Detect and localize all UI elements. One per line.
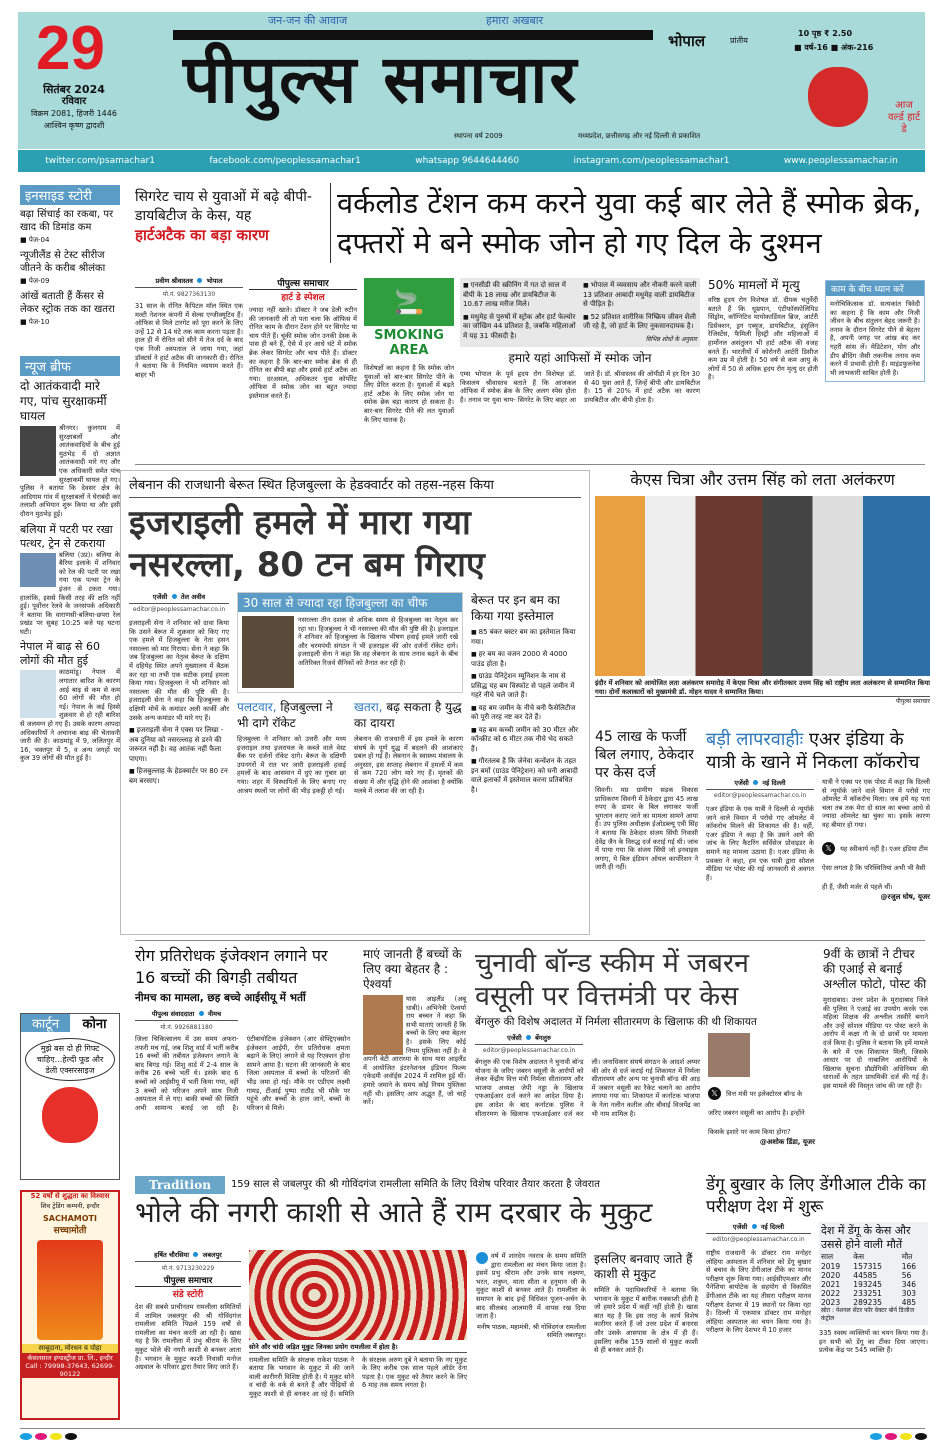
sachamoti-ad[interactable] bbox=[20, 1190, 120, 1420]
table-row bbox=[821, 1289, 926, 1298]
news-brief bbox=[20, 356, 120, 763]
crown-body: देश की सबसे प्राचीनतम रामलीला समितियों में शामिल जबलपुर की श्री गोविंदगंज रामलीला समिति पिछले 159 वर्षों से रामलीला का मंचन करती आ रही है। खास यह है कि रामलीला में प्रभु श्रीराम के लिए मुकुट भोले की नगरी काशी से बनकर आता है। भगवान के मुकुट काशी निवासी मनोज अग्रवाल के परिवार द्वारा तैयार किए जाते हैं। bbox=[135, 1303, 241, 1372]
table-cell: मौत bbox=[901, 1252, 913, 1261]
tithi: आश्विन कृष्ण द्वादशी bbox=[43, 121, 105, 130]
smoke-headline: वर्कलोड टेंशन कम करने युवा कई बार लेते हैं स्मोक ब्रेक, दफ्तरों मे बने स्मोक जोन हो गए दिल के दुश्मन bbox=[330, 183, 925, 263]
dengue-columns bbox=[706, 1222, 928, 1355]
train-image bbox=[20, 553, 56, 587]
crown-headline: भोले की नगरी काशी से आते हैं राम दरबार के मुकुट bbox=[135, 1196, 653, 1229]
email: editor@peoplessamachar.co.in bbox=[132, 606, 226, 613]
retaliation-body: हिजबुल्ला ने शनिवार को उत्तरी और मध्य इजराइल तथा इजरायल के कब्जे वाले वेस्ट बैंक पर दर्जनों रॉकेट दागे। बेरूत के दक्षिणी उपनगरों में रात भर जारी इजराइली हवाई हमलों के बाद आसमान में धुएं का गुबार छा गया। शहर में विस्थापितों के लिए बनाए गए आश्रय स्थलों पर लोगों की भीड़ इकट्ठी हो गई। bbox=[237, 735, 346, 795]
byline-name: हर्षित चौरसिया bbox=[154, 1251, 190, 1259]
bond-sub: बेंगलुरु की विशेष अदालत में निर्मला सीतारमण के खिलाफ की थी शिकायत bbox=[475, 1016, 757, 1028]
inside-item-text: न्यूजीलैंड से टेस्ट सीरीज जीतने के करीब श्रीलंका bbox=[20, 250, 106, 274]
lata-headline: केएस चित्रा और उत्तम सिंह को लता अलंकरण bbox=[630, 470, 895, 489]
edition: प्रांतीय bbox=[730, 36, 748, 45]
price: 10 पृष्ठ ₹ 2.50 bbox=[798, 29, 853, 38]
war-body: लेबनान की राजधानी में इस हमले के कारण संघर्ष के पूर्ण युद्ध में बदलने की आशंकाएं प्रबल हो गई हैं। लेबनान के स्वास्थ्य मंत्रालय के अनुसार, इस सप्ताह लेबनान में हमलों में कम से कम 720 लोग मारे गए हैं। मृतकों की संख्या में और वृद्धि होने की आशंका है क्योंकि मलबे में तलाश की जा रही है। bbox=[354, 735, 463, 795]
fact: ■ मधुमेह से पुरुषों में स्ट्रोक और हार्ट फेल्योर का जोखिम 44 प्रतिशत है, जबकि महिलाओं में यह 31 फीसदी है। bbox=[463, 313, 577, 342]
decorative-mark bbox=[20, 1433, 32, 1440]
table-cell: केस bbox=[853, 1252, 865, 1261]
israel-col-3 bbox=[471, 592, 581, 798]
email: editor@peoplessamachar.co.in bbox=[712, 1236, 805, 1243]
tweet bbox=[822, 836, 930, 902]
dot-icon bbox=[199, 1011, 204, 1016]
bond-headline: चुनावी बॉन्ड स्कीम में जबरन वसूली पर वित्तमंत्री पर केस bbox=[475, 948, 749, 1012]
bomb-fact: ■ गौरतलब है कि जेनेवा कन्वेंशन के तहत इन बमों (ग्राउंड पेनिट्रेशन) को घनी आबादी वाले इलाकों में इस्तेमाल करना प्रतिबंधित है। bbox=[471, 757, 581, 795]
logo-text: पीपुल्स समाचार bbox=[135, 1275, 241, 1287]
decorative-mark bbox=[900, 1433, 912, 1440]
table-cell: साल bbox=[821, 1252, 834, 1261]
fake-bill-block bbox=[595, 728, 698, 872]
published: मध्यप्रदेश, छत्तीसगढ़ और नई दिल्ली से प्रकाशित bbox=[578, 132, 701, 140]
inside-story bbox=[20, 185, 120, 329]
decorative-mark bbox=[50, 1433, 62, 1440]
smoking-area-sign bbox=[364, 278, 454, 424]
dateline: नई दिल्ली bbox=[762, 779, 786, 787]
crown-subhead: इसलिए बनवाए जाते हैं काशी से मुकुट bbox=[594, 1252, 693, 1281]
table-title: देश में डेंगू के केस और उससे होने वाली मौतें bbox=[821, 1224, 911, 1251]
registration-marks bbox=[20, 1433, 77, 1440]
dengue-col bbox=[819, 1222, 928, 1355]
heart-illustration-icon bbox=[808, 67, 868, 127]
smoke-kicker: सिगरेट चाय से युवाओं में बढ़े बीपी-डायबिटीज के केस, यह bbox=[135, 189, 312, 224]
divider bbox=[135, 464, 925, 465]
crown-quote bbox=[476, 1252, 586, 1340]
speech-bubble: मुझे बस दो ही गिफ्ट चाहिए...हेल्दी फूड और डेली एक्सरसाइज bbox=[25, 1038, 115, 1081]
byline bbox=[475, 1033, 583, 1045]
militant-image bbox=[20, 426, 56, 476]
table-cell: 2020 bbox=[821, 1271, 841, 1280]
ai-photo-headline: 9वीं के छात्रों ने टीचर की एआई से बनाई अश्लील फोटो, पोस्ट की bbox=[823, 947, 927, 991]
news-brief-title: न्यूज ब्रीफ bbox=[20, 356, 120, 376]
brief-body: श्रीनगर। कुलगाम में सुरक्षाबलों और आतंकवादियों के बीच हुई मुठभेड़ में दो अज्ञात आतंकवादी मारे गए और एक अधिकारी समेत पांच सुरक्षाकर्मी घायल हो गए। पुलिस ने बताया कि देवसर क्षेत्र के आदिगाम गांव में सुरक्षाबलों ने घेराबंदी कर तलाशी अभियान शुरू किया था और इसी दौरान मुठभेड़ हुई। bbox=[20, 424, 120, 518]
byline bbox=[135, 1009, 238, 1021]
table-cell: 233251 bbox=[853, 1289, 882, 1298]
israel-story bbox=[120, 470, 590, 935]
weekday: रविवार bbox=[61, 96, 87, 107]
inside-item-text: बढ़ा सिंचाई का रकबा, पर खाद की डिमांड कम bbox=[20, 209, 114, 233]
founded: स्थापना वर्ष 2009 bbox=[454, 132, 503, 140]
dengue-body: राष्ट्रीय राजधानी के डॉक्टर राम मनोहर लोहिया अस्पताल में शनिवार को डेंगू बुखार से बचाव के लिए डेंगीआल टीके का मानव परीक्षण शुरू किया गया। आईसीएमआर और पैनेशिया बायोटेक के सहयोग से विकसित डेंगीआल टीके का यह तीसरा परीक्षण मानव परीक्षण देशभर में 19 स्थानों पर किया रहा है। दिल्ली में एकमात्र डॉक्टर राम मनोहर लोहिया अस्पताल का चयन किया गया है। परीक्षण के लिए देशभर में 10 हजार bbox=[706, 1249, 811, 1335]
dot-icon bbox=[526, 1035, 531, 1040]
bomb-fact: ■ ग्राउंड पेनिट्रेशन म्यूनिशन के नाम से प्रसिद्ध यह बम विस्फोट से पहले जमीन में गहरे नीचे चले जाते हैं। bbox=[471, 672, 581, 701]
inside-story-title: इनसाइड स्टोरी bbox=[20, 185, 120, 205]
retaliation-text: हिजबुल्ला ने भी दागे रॉकेट bbox=[237, 700, 333, 730]
tagline-left: जन-जन की आवाज bbox=[268, 14, 348, 27]
table-cell: 157315 bbox=[853, 1262, 882, 1271]
smoke-main-columns bbox=[135, 276, 357, 401]
instagram-link[interactable]: instagram.com/peoplessamachar1 bbox=[573, 156, 730, 166]
airindia-body-2: यात्री ने एक्स पर एक पोस्ट में कहा कि दिल्ली से न्यूयॉर्क जाने वाले विमान में परोसे गए ऑमलेट में कॉकरोच मिला। जब हमें यह पता चला तब तक मेरा दो साल का बच्चा आधे से ज्यादा ऑमलेट खा चुका था। इसके कारण वह बीमार हो गया। bbox=[822, 778, 930, 829]
war-text: बढ़ सकता है युद्ध का दायरा bbox=[354, 700, 462, 730]
tweet-author: @अशोक डिंडा, यूजर bbox=[759, 1138, 815, 1146]
bond-block bbox=[475, 947, 815, 1147]
israel-kicker: लेबनान की राजधानी बेरूत स्थित हिजबुल्ला के हेडक्वार्टर को तहस-नहस किया bbox=[129, 477, 581, 498]
dateline: नीमच bbox=[207, 1010, 222, 1018]
cigarette-icon: 🚬 bbox=[364, 278, 454, 326]
table-cell: 2021 bbox=[821, 1280, 841, 1289]
death-subhead: 50% मामलों में मृत्यु bbox=[708, 278, 800, 292]
ad-company: शिव ट्रेडिंग कम्पनी, इन्दौर bbox=[40, 1202, 100, 1210]
table bbox=[821, 1252, 926, 1307]
tweet-text: वित्त मंत्री पर इलेक्टोरल बॉन्ड के जरिए जबरन वसूली का आरोप है। इन्होंने किसके इशारे पर काम किया होगा? bbox=[708, 1090, 805, 1136]
masthead bbox=[18, 12, 925, 149]
airindia-col bbox=[706, 778, 814, 902]
mobile-number: मो.नं. 9926881180 bbox=[160, 1024, 213, 1031]
divider bbox=[135, 940, 925, 941]
byline-name: एजेंसी bbox=[732, 1223, 748, 1231]
crown-kicker: 159 साल से जबलपुर की श्री गोविंदगंज रामलीला समिति के लिए विशेष परिवार तैयार करता है जेवरात bbox=[230, 1179, 600, 1190]
table-cell: 193245 bbox=[853, 1280, 882, 1289]
table-cell: 2022 bbox=[821, 1289, 841, 1298]
bomb-fact: ■ 85 बंकर बस्टर बम का इस्तेमाल किया गया। bbox=[471, 628, 581, 647]
decorative-mark bbox=[870, 1433, 882, 1440]
war-red: खतरा, bbox=[354, 700, 383, 714]
israel-bullet: ■ हिजबुल्लाह के हेडक्वार्टर पर 80 टन बम बरसाए। bbox=[129, 767, 229, 786]
bond-columns bbox=[475, 1033, 815, 1147]
table-cell: 44585 bbox=[853, 1271, 878, 1280]
logo-subtext: संडे स्टोरी bbox=[172, 1290, 204, 1300]
ad-brand-hi: सच्चामोती bbox=[53, 1226, 87, 1236]
table-source: स्रोत : नेशनल सेंटर फॉर वेक्टर बोर्न डिजीज कंट्रोल bbox=[821, 1307, 915, 1322]
israel-bullet: ■ इजराइली सेना ने एक्स पर लिखा - अब दुनिया को नसरल्लाह से डरने की जरूरत नहीं है। वह आतंक नहीं फैला पाएगा। bbox=[129, 726, 229, 764]
bond-byline-block bbox=[475, 1033, 583, 1054]
decorative-mark bbox=[821, 1252, 926, 1307]
crown-col-1 bbox=[135, 1250, 241, 1372]
table-row bbox=[821, 1298, 926, 1307]
tradition-tag: Tradition bbox=[135, 1176, 225, 1194]
tagline-right: हमारा अखबार bbox=[486, 14, 544, 27]
crown-kicker-row bbox=[135, 1176, 700, 1194]
airindia-headline bbox=[706, 728, 930, 774]
facts-col bbox=[583, 281, 697, 344]
crown-body-2: रामलीला समिति के संरक्षक राकेश पाठक ने बताया कि भगवान के मुकुट में की जाने वाली कारीगरी विशिष्ट होती है। ये मुकुट सोने व चांदी के वर्क से बनते हैं और पीढ़ियों से मुकुट काशी से ही बनकर आ रहे हैं। समिति के संरक्षक अरुण दुबे ने बताया कि नए मुकुट के लिए करीब एक साल पहले ऑर्डर देना पड़ता है। एक मुकुट को तैयार करने के लिए 6 माह तक समय लगता है। bbox=[249, 1355, 467, 1398]
retaliation-subhead bbox=[237, 699, 346, 731]
israel-col-1 bbox=[129, 592, 229, 798]
facts-source: विभिन्न शोधों के अनुसार bbox=[645, 335, 697, 343]
injection-block bbox=[135, 945, 350, 1112]
injection-headline: रोग प्रतिरोधक इंजेक्शन लगाने पर 16 बच्चों की बिगड़ी तबीयत bbox=[135, 946, 328, 987]
dot-icon bbox=[172, 594, 177, 599]
crown-photo bbox=[249, 1250, 467, 1340]
product-pack-image bbox=[37, 1240, 103, 1340]
byline bbox=[135, 1250, 241, 1262]
ad-manufacturer: कॅसलसाल इण्डस्ट्रीज प्रा. लि., इन्दौर bbox=[22, 1353, 118, 1362]
aishwarya-headline: माएं जानती हैं बच्चों के लिए क्या बेहतर है : ऐश्वर्या bbox=[363, 947, 462, 991]
crown-col-2 bbox=[249, 1250, 467, 1398]
ad-products: साबूदाना, मोरधन व पोहा bbox=[22, 1344, 118, 1353]
x-logo-icon: 𝕏 bbox=[708, 1087, 721, 1100]
sign-text: SMOKING AREA bbox=[374, 328, 444, 358]
quote-text: वर्ष में शारदेय नवरात्र के समय समिति द्वारा रामलीला का मंचन किया जाता है। इसमें प्रभु श्रीराम और उनके साथ लक्ष्मण, भरत, शत्रुघ्न, माता सीता व हनुमान जी के मुकुट काशी से बनकर आते हैं। रामलीला के समापन के बाद इन्हें विधिवत पूजन-अर्चन के बाद सीलबंद आलमारी में वापस रख दिया जाता है। bbox=[476, 1252, 586, 1321]
byline-name: पीपुल्स संवाददाता bbox=[151, 1010, 195, 1018]
bomb-fact: ■ यह बम जमीन के नीचे बनी फैसेलिटीज को पूरी तरह नष्ट कर देते हैं। bbox=[471, 704, 581, 723]
dengue-headline: डेंगू बुखार के लिए डेंगीआल टीके का परीक्षण देश में शुरू bbox=[706, 1175, 926, 1217]
dot-icon bbox=[193, 1252, 198, 1257]
twitter-link[interactable]: twitter.com/psamachar1 bbox=[45, 156, 155, 166]
dengue-col bbox=[706, 1222, 811, 1355]
table-header bbox=[821, 1252, 926, 1262]
byline-name: एजेंसी bbox=[507, 1034, 522, 1042]
brief-headline: दो आतंकवादी मारे गए, पांच सुरक्षाकर्मी घायल bbox=[20, 379, 107, 423]
crown-sub-body: समिति के पदाधिकारियों ने बताया कि भगवान के मुकुट में बारीक नक्काशी होती है जो हमारे प्रदेश में कहीं नहीं होती है। खास बात यह है कि इस तरह के कार्य विशेष कारीगर करते हैं जो उत्तर प्रदेश में बनारस और उसके आसपास के क्षेत्र में ही हैं। इसलिए करीब 159 सालों से मुकुट काशी से ही बनकर आते हैं। bbox=[594, 1286, 698, 1355]
tweet-author: @रजुल घोष, यूजर bbox=[880, 892, 930, 901]
crown-sub-block bbox=[594, 1252, 698, 1355]
death-body: वरिष्ठ हृदय रोग विशेषज्ञ डॉ. दीपक चतुर्वेदी बताते हैं कि धूम्रपान, एंटीफॉस्फोलिपिड सिंड्रोम, कॉग्निटिव मायोकार्डियल ब्रिज, आर्टरी डिसेक्शन, ड्रग एब्यूज, डायबिटीज, इंसुलिन रेजिस्टेंस, फैमिली हिस्ट्री और महिलाओं में हार्मोनल असंतुलन भी हार्ट अटैक की वजह बनते हैं। भारतीयों में कोरोनरी आर्टरी डिसीज कम उम्र में होती है। 50 वर्ष से कम आयु के लोगों में 50 से अधिक हृदय रोग मृत्यु दर होती है। bbox=[708, 296, 818, 382]
table-cell: 485 bbox=[901, 1298, 917, 1307]
byline-name: एजेंसी bbox=[734, 779, 749, 787]
social-bar bbox=[18, 150, 925, 172]
smoke-kicker-block bbox=[135, 188, 320, 245]
airindia-headline-blue: बड़ी लापरवाहीः bbox=[706, 729, 804, 750]
smoke-sub-body: एम्स भोपाल के पूर्व हृदय रोग विशेषज्ञ डॉ. किसलय श्रीवास्तव बताते हैं कि आजकल ऑफिस में स्मोक ब्रेक के लिए अलग स्पेस होता है। तनाव पर युवा चाय- सिगरेट के लिए बाहर आ जाते हैं। डॉ. श्रीवास्तव की ओपीडी में हर दिन 30 से 40 युवा आते हैं, जिन्हें बीपी और डायबिटीज है। 15 से 20% में हार्ट अटैक का कारण डायबिटीज और बीपी होता है। bbox=[460, 370, 700, 404]
photo-caption: इंदौर में शनिवार को आयोजित लता अलंकरण समारोह में केएस चित्रा और संगीतकार उत्तम सिंह को राष्ट्रीय लता अलंकरण से सम्मानित किया गया। दोनों कलाकारों को मुख्यमंत्री डॉ. मोहन यादव ने सम्मानित किया। bbox=[595, 679, 930, 696]
dot-icon bbox=[752, 1224, 757, 1229]
city: भोपाल bbox=[668, 32, 706, 50]
mobile-number: मो.नं. 9713230229 bbox=[161, 1265, 215, 1272]
bond-body: बेंगलुरु की एक विशेष अदालत ने चुनावी बॉन्ड योजना के जरिए जबरन वसूली के आरोपों को लेकर केंद्रीय वित्त मंत्री निर्मला सीतारमण और भाजपा अध्यक्ष जेपी नड्डा के खिलाफ एफआईआर दर्ज करने का आदेश दिया है। इस आदेश के बाद कर्नाटक पुलिस ने सीतारमण के खिलाफ एफआईआर दर्ज कर ली। जनाधिकार संघर्ष संगठन के आदर्श अय्यर की ओर से दर्ज कराई गई शिकायत में निर्मला सीतारमण और अन्य पर चुनावी बॉन्ड की आड़ में जबरन वसूली का रैकेट चलाने का आरोप लगाया गया था। शिकायत में कर्नाटक भाजपा के नेता नलीन कतील और बीवाई विजयेंद्र का भी नाम शामिल है। bbox=[475, 1058, 700, 1118]
byline bbox=[129, 592, 229, 604]
bombs-title: बेरूत पर इन बम का किया गया इस्तेमाल bbox=[471, 593, 560, 623]
meditation-box bbox=[825, 280, 925, 382]
email: editor@peoplessamachar.co.in bbox=[482, 1047, 576, 1054]
heart-cartoon-icon bbox=[42, 1087, 98, 1143]
photo-credit: पीपुल्स समाचार bbox=[595, 696, 930, 705]
brief-body: बलिया (उप्र)। बलिया के बैरिया इलाके में शनिवार को रेल की पटरी पर रखा गया एक पत्थर ट्रेन के इंजन से टकरा गया। हालांकि, इससे किसी तरह की क्षति नहीं हुई। पूर्वोत्तर रेलवे के जनसंपर्क अधिकारी ने बताया कि वाराणसी-बलिया-छपरा रेल प्रखंड पर सुबह 10:25 बजे यह घटना घटी। bbox=[20, 550, 120, 636]
quote-attribution: मनीष पाठक, महामंत्री, श्री गोविंदगंज रामलीला समिति जबलपुर। bbox=[477, 1322, 586, 1340]
meditation-title: काम के बीच ध्यान करें bbox=[826, 281, 924, 296]
airindia-col bbox=[822, 778, 930, 902]
logo-text: पीपुल्स समाचार bbox=[249, 276, 357, 290]
cartoon-title: कार्टून bbox=[21, 1014, 70, 1032]
table-cell: 346 bbox=[901, 1280, 917, 1289]
ai-block bbox=[823, 947, 928, 1091]
decorative-mark bbox=[65, 1433, 77, 1440]
dateline: नई दिल्ली bbox=[760, 1223, 785, 1231]
cartoon-subtitle: कोना bbox=[82, 1017, 107, 1032]
smoke-body-2: ज्यादा नहीं खाते। डॉक्टर ने जब डेली रुटीन की जानकारी ली तो पता चला कि ऑफिस में रोनित काम के दौरान टेंशन होने पर सिगरेट या चाय पीते हैं। चूंकी स्मोक जोन उनकी डेस्क के पास ही बने हैं, ऐसे में हर आधे घंटे में स्मोक ब्रेक लेकर सिगरेट और चाय पीते हैं। डॉक्टर का कहना है कि बार-बार स्मोक ब्रेक से ही रोनित का बीपी बढ़ा और इससे हार्ट अटैक आ गया। दरअसल, अधिकतर युवा कॉर्पोरेट ऑफिस में स्मोक जोन का बहुत ज्यादा इस्तेमाल करते हैं। bbox=[249, 306, 357, 400]
crown-caption: सोने और चांदी जड़ित मुकुट जिनका प्रयोग रामलीला में होता है। bbox=[249, 1343, 467, 1353]
dot-icon bbox=[753, 780, 758, 785]
decorative-mark bbox=[885, 1433, 897, 1440]
sunday-story-logo bbox=[135, 1275, 241, 1300]
smoke-kicker-red: हार्टअटैक का बड़ा कारण bbox=[135, 226, 269, 244]
brief-headline: नेपाल में बाढ़ से 60 लोगों की मौत हुई bbox=[20, 640, 100, 668]
bond-main bbox=[475, 1033, 700, 1147]
x-logo-icon: 𝕏 bbox=[822, 842, 835, 855]
retaliation-red: पलटवार, bbox=[237, 700, 277, 714]
aishwarya-photo bbox=[363, 995, 403, 1055]
ad-phone: Call : 79998-37643, 62699-90122 bbox=[22, 1362, 118, 1378]
injection-byline-block bbox=[135, 1009, 238, 1031]
registration-marks bbox=[870, 1433, 927, 1440]
airindia-block bbox=[706, 728, 930, 902]
aishwarya-body: यास आइलैंड (अबू धाबी)। अभिनेत्री ऐश्वर्या राय बच्चन ने कहा कि सभी माताएं जानती हैं कि बच्चों के लिए क्या बेहतर है। इसके लिए कोई नियम पुस्तिका नहीं है। वे अपनी बेटी आराध्या के साथ यास आइलैंड में आयोजित इंटरनेशनल इंडियन फिल्म एकेडमी अवॉर्ड्स 2024 में शामिल हुई थीं। हमारे जमाने के समय कोई नियम पुस्तिका नहीं थी। इसलिए आप अद्भुत हैं, जो चाहें करें। bbox=[363, 995, 466, 1107]
byline-name: एजेंसी bbox=[152, 593, 168, 601]
war-block bbox=[354, 699, 463, 795]
table-cell: 289235 bbox=[853, 1298, 882, 1307]
aishwarya-block bbox=[363, 947, 466, 1107]
retaliation-block bbox=[237, 699, 346, 795]
bomb-fact: ■ यह बम कच्ची जमीन को 30 मीटर और कॉन्क्रीट को 6 मीटर तक नीचे भेद सकते हैं। bbox=[471, 726, 581, 755]
smoke-body-1: 31 साल के रोनित कैपिटल मॉल स्थित एक मल्टी नेशनल कंपनी में सेल्स एग्जीक्यूटिव हैं। ऑफिस से मिले टारगेट को पूरा करने के लिए उन्हें 12 से 14 घंटे तक काम करना पड़ता है। हाल ही में रोनित को सीने में तेज दर्द के बाद एक निजी अस्पताल ले जाया गया, जहां डॉक्टर्स ने हार्ट अटैक की जानकारी दी। रोनित ने बताया कि वे नियमित व्यायाम करते हैं। बाहर भी bbox=[135, 302, 243, 379]
facebook-link[interactable]: facebook.com/peoplessamachar1 bbox=[209, 156, 361, 166]
airindia-columns bbox=[706, 778, 930, 902]
sitharaman-photo bbox=[708, 1033, 750, 1077]
dot-icon bbox=[197, 278, 202, 283]
table-cell: 166 bbox=[901, 1262, 917, 1271]
award-photo bbox=[595, 496, 930, 676]
airindia-body: एअर इंडिया के एक यात्री ने दिल्ली से न्यूयॉर्क जाने वाले विमान में परोसे गए ऑमलेट में कॉकरोच मिलने की शिकायत की है। वहीं, एअर इंडिया ने कहा है कि उसने आगे की जांच के लिए कैटरिंग सर्विसेज प्रोवाइडर के समाने यह मामला उठाया है। एअर इंडिया के प्रवक्ता ने कहा, हम एक यात्री द्वारा सोशल मीडिया पर पोस्ट की गई जानकारी से अवगत हैं। bbox=[706, 805, 814, 882]
israel-columns bbox=[129, 592, 581, 798]
tweet-text: यह स्वीकार्य नहीं है। एअर इंडिया टीम ऐसा लगता है कि परिस्थितियां अभी भी वैसी ही हैं, जैसी मर्जर से पहले थीं। bbox=[822, 844, 928, 891]
dengue-block bbox=[706, 1174, 928, 1355]
israel-body: इजराइली सेना ने शनिवार को दावा किया कि उसने बेरूत में शुक्रवार को किए गए एक हमले में हिजबुल्ला के नेता हसन नसरल्ला को मार गिराया। सेना ने कहा कि जब हिजबुल्ला का नेतृत्व बेरूत के दक्षिण में दहियेह स्थित अपने मुख्यालय में बैठक कर रहा था तभी एक सटीक हवाई हमला किया गया। हिजबुल्ला ने भी शनिवार को नसरल्ला की मौत की पुष्टि की है। इजराइली सेना ने कहा कि हिजबुल्ला के दक्षिणी मोर्चे के कमांडर अली कार्की और उसके अन्य कमांडर भी मारे गए हैं। bbox=[129, 619, 229, 722]
volume: ■ वर्ष-16 ■ अंक-216 bbox=[794, 43, 874, 52]
crown-header bbox=[135, 1176, 700, 1232]
byline bbox=[135, 276, 243, 288]
table-cell: 2019 bbox=[821, 1262, 841, 1271]
israel-headline: इजराइली हमले में मारा गया नसरल्ला, 80 टन बम गिराए bbox=[129, 503, 485, 585]
byline bbox=[706, 1222, 811, 1234]
decorative-mark bbox=[35, 1433, 47, 1440]
sign-caption: विशेषज्ञों का कहना है कि स्मोक जोन युवाओं को बार-बार सिगरेट पीने के लिए प्रेरित करता है। युवाओं में बढ़ते हार्ट अटैक के लिए स्मोक जोन या स्मोक ब्रेक बड़ा कारण हो सकता है। बार-बार सिगरेट पीने की लत युवाओं के लिए घातक है। bbox=[364, 364, 454, 424]
facts-col bbox=[463, 281, 577, 344]
facts-box bbox=[460, 278, 700, 347]
ad-tagline: 52 वर्षों से शुद्धता का विश्वास bbox=[30, 1192, 110, 1200]
heart-day-special-logo bbox=[249, 276, 357, 303]
chief-body: नसरल्ला तीन दशक से अधिक समय से हिजबुल्ला का नेतृत्व कर रहा था। हिजबुल्ला ने भी नसरल्ला की मौत की पुष्टि की है। इजराइल ने शनिवार को हिजबुल्ला के खिलाफ भीषण हवाई हमले जारी रखे और चरमपंथी संगठन ने भी इजराइल की ओर दर्जनों रॉकेट दागे। इजराइली सेना ने कहा कि वह लेबनान के साथ तनाव बढ़ने के बीच अतिरिक्त रिजर्व सैनिकों को तैनात कर रही है। bbox=[298, 616, 458, 667]
table-row bbox=[821, 1262, 926, 1271]
table-cell: 56 bbox=[901, 1271, 912, 1280]
chief-title: 30 साल से ज्यादा रहा हिजबुल्ला का चीफ bbox=[238, 593, 462, 612]
lata-block bbox=[595, 470, 930, 705]
fake-bill-body: सिवनी। मप्र ग्रामीण सड़क विकास प्राधिकरण सिवनी में ठेकेदार द्वारा 45 लाख रुपए के डामर के बिल लगाकर फर्जी भुगतान कराए जाने का मामला सामने आया है। उप पुलिस अधीक्षक ईओडब्ल्यू एवी सिंह ने बताया कि ठेकेदार संजय सिंघी निवासी देवेंद्र जैन के विरुद्ध दर्ज कराई गई थी। जांच में पाया गया कि संजय सिंघी जो इनवाइस लगाए, ये बिल इंडियन ऑयल कार्पोरेशन ने जारी ही नहीं। bbox=[595, 786, 698, 872]
israel-subcolumns bbox=[237, 699, 463, 795]
world-heart-day-label: आज वर्ल्ड हार्ट डे bbox=[887, 100, 921, 135]
dateline: बेंगलुरु bbox=[535, 1034, 551, 1042]
chief-box bbox=[237, 592, 463, 693]
mobile-number: मो.नं. 9827363130 bbox=[162, 291, 216, 298]
bomb-fact: ■ हर बम का वजन 2000 से 4000 पाउंड होता है। bbox=[471, 650, 581, 669]
airindia-headline-text: एअर इंडिया के यात्री के खाने में निकला कॉकरोच bbox=[706, 729, 920, 773]
tweet bbox=[708, 1081, 815, 1147]
inside-item-text: आंखें बताती हैं कैंसर से लेकर स्ट्रोक तक का खतरा bbox=[20, 291, 115, 315]
inside-item-page: ■ पेज-10 bbox=[20, 318, 50, 326]
inside-item-page: ■ पेज-09 bbox=[20, 277, 50, 285]
injection-body: जिला चिकित्सालय में उस समय अफरा-तफरी मच गई, जब शिशु वार्ड में भर्ती करीब 16 बच्चों की तबीयत इंजेक्शन लगाने के बाद बिगड़ गई। शिशु वार्ड में 2-4 साल के करीब 26 बच्चे भर्ती थे। इसके बाद 6 बच्चों को आईसीयू में भर्ती किया गया, वहीं 3 बच्चों को परिजन अपने साथ निजी अस्पताल में ले गए। बाकी बच्चों की स्थिति अभी सामान्य बताई जा रही है। एंटीबायोटिक इंजेक्शन (आर सेफ्ट्रिएक्सोन इंजेक्शन आईपी, रोग प्रतिरोधक क्षमता बढ़ाने के लिए) लगाने से यह रिएक्शन होना सामने आया है। घटना की जानकारी के बाद जिला अस्पताल में बच्चों के परिजनों की भीड़ जमा हो गई। मौके पर एडीएम लक्ष्मी गामड़, टीआई पुष्पा राठौड़ भी मौके पर पहुंचे और बच्चों के हाल जाने, बच्चों के परिजन से मिले। bbox=[135, 1035, 350, 1112]
fact: ■ 52 प्रतिशत शारीरिक निष्क्रिय जीवन शैली जी रहे है, जो हार्ट के लिए नुकसानदायक है। bbox=[583, 313, 697, 332]
quote-mark-icon bbox=[476, 1252, 488, 1264]
website-link[interactable]: www.peoplessamachar.in bbox=[783, 156, 898, 166]
death-block bbox=[708, 278, 818, 382]
samvat: विक्रम 2081, हिजरी 1446 bbox=[31, 109, 117, 118]
inside-item-page: ■ पेज-04 bbox=[20, 236, 50, 244]
date-month: सितंबर 2024 bbox=[43, 83, 105, 96]
bond-side bbox=[708, 1033, 815, 1147]
nasrallah-photo bbox=[242, 616, 294, 688]
fact: ■ एनसीडी की स्क्रीनिंग में गत दो साल में बीपी के 18 लाख और डायबिटीज के 10.67 लाख मरीज मिले। bbox=[463, 281, 577, 310]
dateline: जबलपुर bbox=[202, 1251, 222, 1259]
dengue-body-2: 335 स्वस्थ व्यक्तियों का चयन किया गया है। इन सभी को डेंगू का टीका दिया जाएगा। प्रत्येक केंद्र पर 545 व्यक्ति हैं। bbox=[819, 1329, 928, 1355]
table-cell: 303 bbox=[901, 1289, 917, 1298]
fact: ■ भोपाल में व्यवसाय और नौकरी करने वाली 13 प्रतिशत आबादी मधुमेह वाली डायबिटीज से पीड़ित है। bbox=[583, 281, 697, 310]
cartoon-header bbox=[21, 1014, 119, 1032]
inside-item[interactable] bbox=[20, 290, 120, 329]
ad-brand: SACHAMOTI bbox=[43, 1214, 97, 1223]
israel-col-2 bbox=[237, 592, 463, 798]
rain-cloud-image bbox=[20, 670, 56, 718]
meditation-body: मनोचिकित्सक डॉ. सत्यकांत त्रिवेदी का कहना है कि काम और निजी जीवन के बीच संतुलन बेहद जरूरी है। तनाव के दौरान सिगरेट पीने से बेहतर है, अपनी जगह पर आंख बंद कर गहरी सांस लें। मेडिटेशन, योग और डीप ब्रीदिंग जैसी तकनीक तनाव कम करने में प्रभावी होती हैं। माइंडफुलनेस भी लाभकारी साबित होती है। bbox=[830, 300, 920, 377]
brief-headline: बलिया में पटरी पर रखा पत्थर, ट्रेन से टकराया bbox=[20, 522, 113, 550]
cartoon-corner bbox=[20, 1013, 120, 1180]
logo-subtext: हार्ट डे स्पेशल bbox=[281, 293, 325, 303]
dateline: भोपाल bbox=[206, 277, 223, 285]
email: editor@peoplessamachar.co.in bbox=[713, 792, 807, 799]
divider bbox=[20, 1428, 925, 1429]
inside-item[interactable] bbox=[20, 249, 120, 288]
date-day: 29 bbox=[36, 14, 105, 83]
ai-body: मुरादाबाद। उत्तर प्रदेश के मुरादाबाद जिले की पुलिस ने एआई का उपयोग करके एक महिला शिक्षक की अश्लील तस्वीरें बनाने और उन्हें सोशल मीडिया पर पोस्ट करने के आरोप में कक्षा नौ के दो छात्रों पर मामला दर्ज किया है। पुलिस ने बताया कि हमें मामले के बारे में एक शिकायत मिली, जिसके आधार पर दो नाबालिग आरोपियों के खिलाफ सूचना प्रौद्योगिकी अधिनियम की धाराओं के तहत प्राथमिकी दर्ज की गई है। इस मामले की विस्तृत जांच की जा रही है। bbox=[823, 996, 928, 1090]
table-cell: 2023 bbox=[821, 1298, 841, 1307]
brief-body: काठमांडू। नेपाल में लगातार बारिश के कारण आई बाढ़ से कम से कम 60 लोगों की मौत हो गई। नेपाल के कई हिस्से शुक्रवार से हो रही बारिश से जलमग्न हो गए हैं। उसके कारण आपदा अधिकारियों ने अचानक बाढ़ की चेतावनी जारी की है। काठमांडू में 9, ललितपुर में 16, भक्तपुर में 5, व अन्य जगहों पर कुल 39 लोगों की मौत हुई है। bbox=[20, 668, 120, 763]
decorative-mark bbox=[915, 1433, 927, 1440]
newspaper-title: पीपुल्स समाचार bbox=[173, 30, 653, 122]
injection-sub: नीमच का मामला, छह बच्चे आईसीयू में भर्ती bbox=[135, 992, 306, 1004]
date-block bbox=[24, 84, 124, 132]
facts-and-subhead bbox=[460, 278, 700, 404]
fake-bill-headline: 45 लाख के फर्जी बिल लगाए, ठेकेदार पर केस दर्ज bbox=[595, 729, 694, 781]
dateline: तेल अवीव bbox=[180, 593, 206, 601]
table-row bbox=[821, 1271, 926, 1280]
dengue-table bbox=[819, 1222, 928, 1325]
byline bbox=[706, 778, 814, 790]
inside-item[interactable] bbox=[20, 208, 120, 247]
byline-name: प्रवीण श्रीवास्तव bbox=[155, 277, 193, 285]
war-subhead bbox=[354, 699, 463, 731]
smoke-subhead: हमारे यहां आफिसों में स्मोक जोन bbox=[508, 351, 652, 365]
whatsapp-link[interactable]: whatsapp 9644644460 bbox=[415, 156, 520, 166]
table-row bbox=[821, 1280, 926, 1289]
